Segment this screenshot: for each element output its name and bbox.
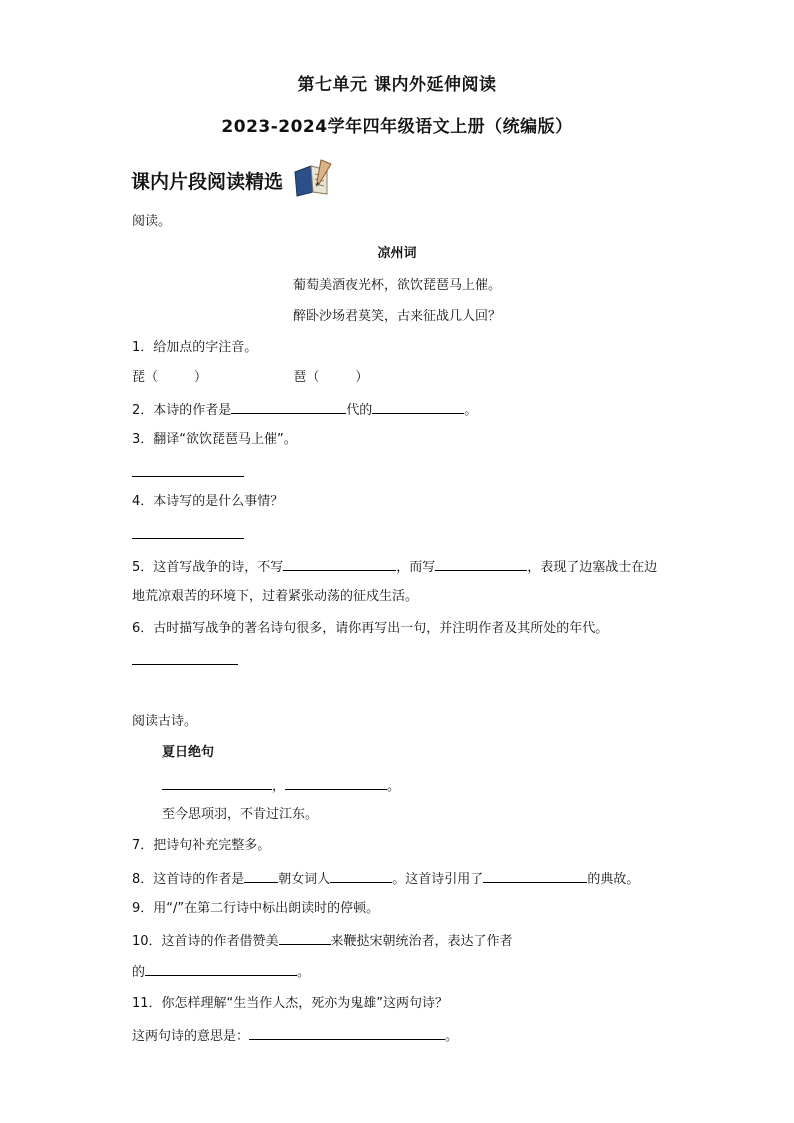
answer-blank[interactable]	[162, 777, 272, 790]
answer-blank[interactable]	[249, 1027, 445, 1040]
answer-line[interactable]	[132, 538, 244, 539]
question-6: 6．古时描写战争的著名诗句很多，请你再写出一句，并注明作者及其所处的年代。	[132, 621, 609, 636]
question-5-continued: 地荒凉艰苦的环境下，过着紧张动荡的征戍生活。	[132, 589, 419, 604]
answer-blank[interactable]	[285, 777, 387, 790]
question-2: 2．本诗的作者是 代的 。	[132, 403, 478, 418]
question-9: 9．用“/”在第二行诗中标出朗读时的停顿。	[132, 901, 380, 916]
part1-instruction: 阅读。	[132, 214, 172, 229]
poem-fill-line: ， 。	[162, 777, 400, 795]
char-prompt: 琵（	[132, 370, 159, 385]
answer-line[interactable]	[132, 476, 244, 477]
document-title: 第七单元 课内外延伸阅读	[297, 75, 497, 95]
section-heading	[131, 160, 335, 200]
answer-blank[interactable]	[145, 963, 297, 976]
question-7: 7．把诗句补充完整多。	[132, 838, 271, 853]
question-11: 11．你怎样理解“生当作人杰，死亦为鬼雄”这两句诗？	[132, 996, 449, 1011]
answer-blank[interactable]	[279, 932, 331, 945]
answer-blank[interactable]	[244, 870, 278, 883]
question-11-answer: 这两句诗的意思是： 。	[132, 1029, 459, 1044]
answer-blank[interactable]	[372, 401, 464, 414]
question-5: 5．这首写战争的诗，不写 ，而写 ，表现了边塞战士在边	[132, 560, 658, 575]
question-10: 10．这首诗的作者借赞美 来鞭挞宋朝统治者，表达了作者	[132, 934, 513, 949]
answer-blank[interactable]	[435, 558, 527, 571]
answer-blank[interactable]	[231, 401, 346, 414]
question-10-continued: 的 。	[132, 965, 311, 980]
poem-line: 至今思项羽，不肯过江东。	[162, 807, 319, 822]
answer-blank[interactable]	[330, 870, 392, 883]
question-1-pinyin: 琵（ ） 琶（ ）	[132, 370, 369, 385]
answer-blank[interactable]	[283, 558, 396, 571]
question-3: 3．翻译“欲饮琵琶马上催”。	[132, 432, 297, 447]
question-1: 1．给加点的字注音。	[132, 340, 258, 355]
answer-blank[interactable]	[483, 870, 587, 883]
document-subtitle: 2023-2024学年四年级语文上册（统编版）	[221, 117, 573, 137]
answer-line[interactable]	[132, 664, 238, 665]
book-quill-icon	[291, 158, 335, 198]
part2-instruction: 阅读古诗。	[132, 714, 198, 729]
char-prompt: 琶（	[293, 370, 320, 385]
section-title: 课内片段阅读精选	[131, 170, 284, 193]
poem-line: 葡萄美酒夜光杯，欲饮琵琶马上催。	[292, 278, 501, 293]
question-4: 4．本诗写的是什么事情？	[132, 494, 284, 509]
question-8: 8．这首诗的作者是 朝女词人 。这首诗引用了 的典故。	[132, 872, 640, 887]
poem-line: 醉卧沙场君莫笑，古来征战几人回？	[292, 309, 501, 324]
poem-title: 夏日绝句	[162, 745, 215, 760]
poem-title: 凉州词	[377, 246, 417, 261]
